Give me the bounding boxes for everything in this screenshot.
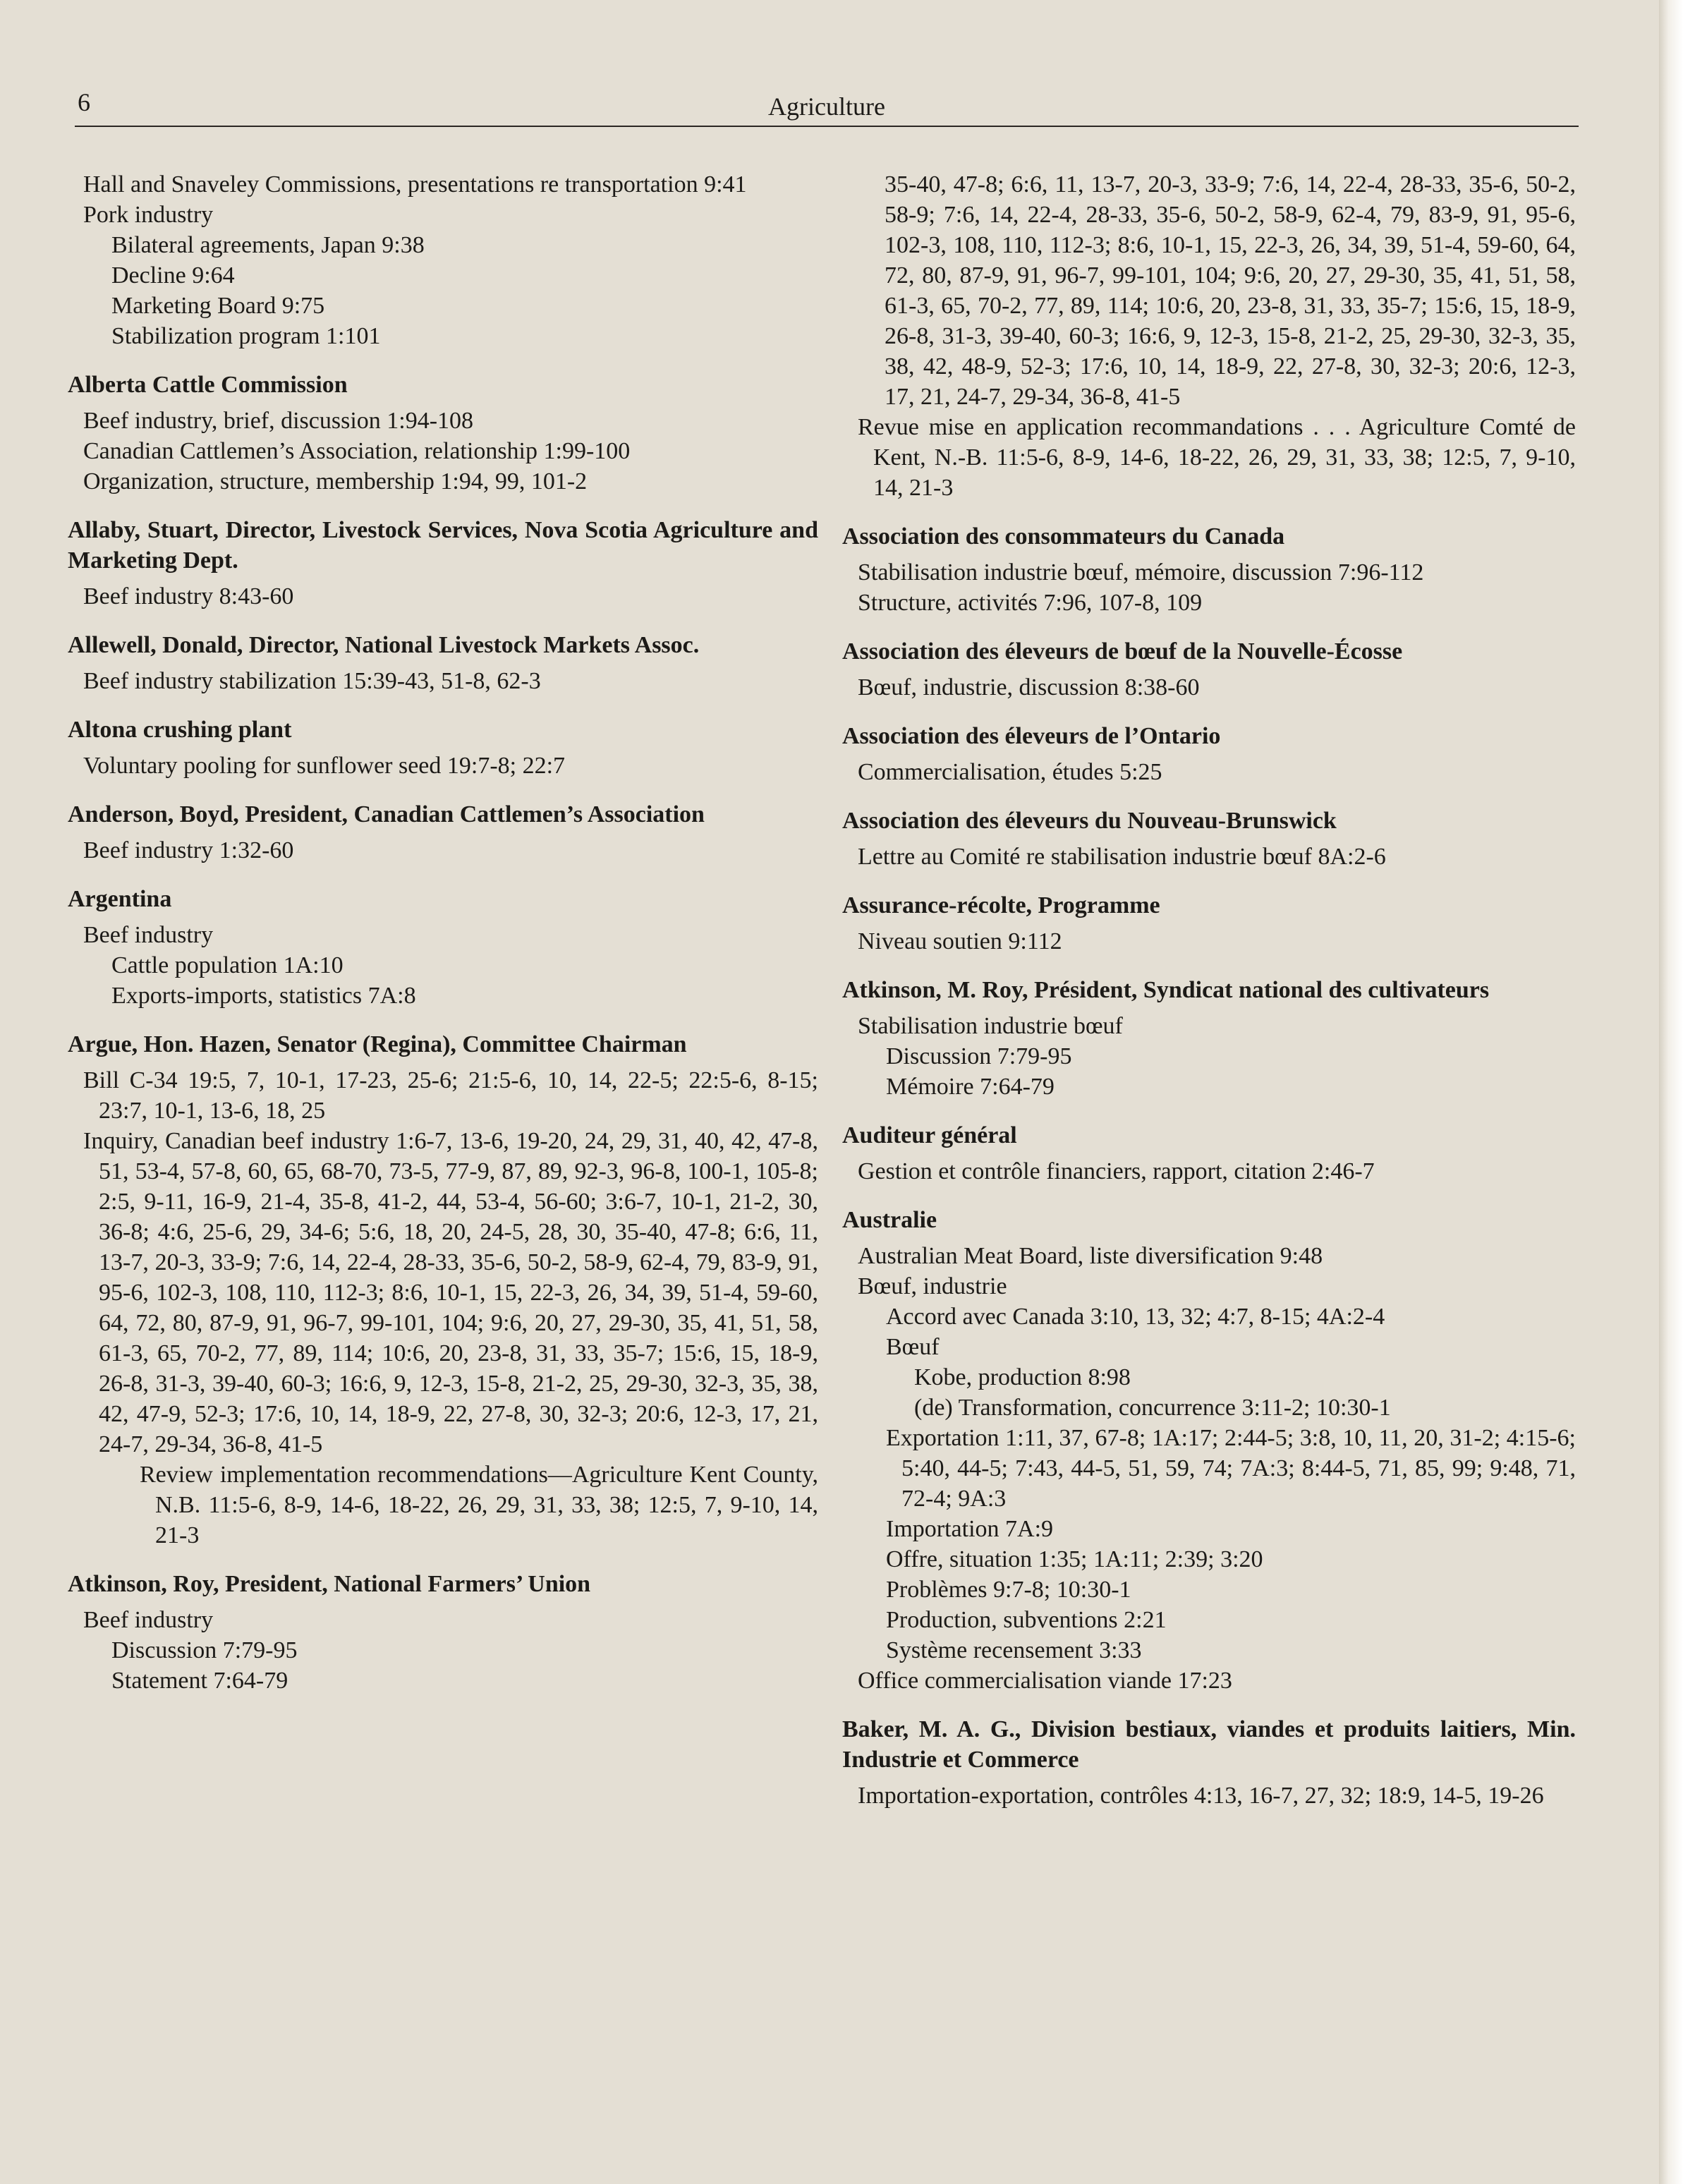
entry-heading: Allaby, Stuart, Director, Livestock Services, Nova Scotia Agriculture and Marketing Dept. (68, 517, 818, 574)
entry-heading: Assurance-récolte, Programme (842, 892, 1160, 918)
subentry-level-2: Statement 7:64-79 (111, 1668, 288, 1694)
subentry-level-2: Exportation 1:11, 37, 67-8; 1A:17; 2:44-5; 3:8, 10, 11, 20, 31-2; 4:15-6; 5:40, 44-5; 7:43, 44-5, 51, 59, 74; 7A:3; 8:44-5, 71, 85, 99; 9:48, 71, 72-4; 9A:3 (886, 1425, 1576, 1512)
subentry-level-1: Bill C-34 19:5, 7, 10-1, 17-23, 25-6; 21:5-6, 10, 14, 22-5; 22:5-6, 8-15; 23:7, 10-1, 13-6, 18, 25 (83, 1067, 818, 1124)
subentry-level-2: Mémoire 7:64-79 (886, 1074, 1055, 1100)
subentry-level-1: Revue mise en application recommandations . . . Agriculture Comté de Kent, N.-B. 11:5-6, 8-9, 14-6, 18-22, 26, 29, 31, 33, 38; 12:5, 7, 9-10, 14, 21-3 (858, 414, 1576, 501)
subentry-level-1: Beef industry (83, 922, 214, 948)
subentry-level-1: Organization, structure, membership 1:94, 99, 101-2 (83, 468, 588, 495)
index-entry (68, 884, 818, 1011)
subentry-level-1: Beef industry 1:32-60 (83, 837, 294, 863)
subentry-level-2: Bilateral agreements, Japan 9:38 (111, 232, 425, 258)
index-entry (842, 806, 1576, 872)
index-entry (842, 1120, 1576, 1187)
entry-heading: Anderson, Boyd, President, Canadian Cattlemen’s Association (68, 801, 705, 827)
entry-heading: Australie (842, 1207, 937, 1233)
subentry-level-2: Stabilization program 1:101 (111, 323, 381, 349)
subentry-level-2: Decline 9:64 (111, 262, 235, 289)
subentry-level-2: Système recensement 3:33 (886, 1637, 1142, 1663)
subentry-level-1: Office commercialisation viande 17:23 (858, 1668, 1232, 1694)
subentry-level-2: Discussion 7:79-95 (111, 1637, 298, 1663)
subentry-level-1: Pork industry (83, 202, 214, 228)
entry-heading: Alberta Cattle Commission (68, 372, 348, 398)
subentry-level-1: Hall and Snaveley Commissions, presentations re transportation 9:41 (83, 171, 747, 198)
subentry-level-2: Problèmes 9:7-8; 10:30-1 (886, 1577, 1131, 1603)
subentry-level-1: Australian Meat Board, liste diversification 9:48 (858, 1243, 1323, 1269)
subentry-level-2: Cattle population 1A:10 (111, 952, 344, 978)
section-title: Agriculture (768, 92, 885, 121)
subentry-level-1: Beef industry, brief, discussion 1:94-108 (83, 408, 474, 434)
subentry-level-1: Beef industry (83, 1607, 214, 1633)
page-edge (1659, 0, 1683, 2184)
index-entry (842, 636, 1576, 703)
index-entry (68, 799, 818, 866)
subentry-level-2: Production, subventions 2:21 (886, 1607, 1167, 1633)
entry-heading: Association des éleveurs de l’Ontario (842, 723, 1221, 749)
subentry-level-1: Importation-exportation, contrôles 4:13, 16-7, 27, 32; 18:9, 14-5, 19-26 (858, 1783, 1544, 1809)
entry-heading: Baker, M. A. G., Division bestiaux, viandes et produits laitiers, Min. Industrie et Commerce (842, 1716, 1576, 1773)
entry-heading: Association des consommateurs du Canada (842, 523, 1285, 550)
entry-heading: Association des éleveurs du Nouveau-Brunswick (842, 808, 1337, 834)
subentry-level-1: Bœuf, industrie, discussion 8:38-60 (858, 674, 1200, 700)
subentry-level-1: Gestion et contrôle financiers, rapport, citation 2:46-7 (858, 1158, 1375, 1184)
subentry-level-2: Exports-imports, statistics 7A:8 (111, 983, 416, 1009)
subentry-level-2: Bœuf (886, 1334, 940, 1360)
index-entry (842, 975, 1576, 1102)
entry-heading: Altona crushing plant (68, 717, 292, 743)
index-entry (842, 721, 1576, 787)
subentry-level-2: Discussion 7:79-95 (886, 1043, 1072, 1069)
continued-locators: 35-40, 47-8; 6:6, 11, 13-7, 20-3, 33-9; 7:6, 14, 22-4, 28-33, 35-6, 50-2, 58-9; 7:6, 14, 22-4, 28-33, 35-6, 50-2, 58-9, 62-4, 79, 83-9, 91, 95-6, 102-3, 108, 110, 112-3; 8:6, 10-1, 15, 22-3, 26, 34, 39, 51-4, 59-60, 64, 72, 80, 87-9, 91, 96-7, 99-101, 104; 9:6, 20, 27, 29-30, 35, 41, 51, 58, 61-3, 65, 70-2, 77, 89, 114; 10:6, 20, 23-8, 31, 33, 35-7; 15:6, 15, 18-9, 26-8, 31-3, 39-40, 60-3; 16:6, 9, 12-3, 15-8, 21-2, 25, 29-30, 32-3, 35, 38, 42, 48-9, 52-3; 17:6, 10, 14, 18-9, 22, 27-8, 30, 32-3; 20:6, 12-3, 17, 21, 24-7, 29-34, 36-8, 41-5 (885, 171, 1576, 410)
index-entry (842, 169, 1576, 503)
subentry-level-3: (de) Transformation, concurrence 3:11-2; 10:30-1 (914, 1395, 1391, 1421)
subentry-level-1: Bœuf, industrie (858, 1273, 1007, 1299)
entry-heading: Association des éleveurs de bœuf de la Nouvelle-Écosse (842, 638, 1403, 665)
index-entry (842, 1205, 1576, 1696)
index-entry (68, 515, 818, 612)
index-entry (68, 1569, 818, 1696)
entry-heading: Atkinson, Roy, President, National Farmers’ Union (68, 1571, 591, 1597)
subentry-level-1: Niveau soutien 9:112 (858, 928, 1062, 954)
subentry-level-1: Inquiry, Canadian beef industry 1:6-7, 13-6, 19-20, 24, 29, 31, 40, 42, 47-8, 51, 53-4, 57-8, 60, 65, 68-70, 73-5, 77-9, 87, 89, 92-3, 96-8, 100-1, 105-8; 2:5, 9-11, 16-9, 21-4, 35-8, 41-2, 44, 53-4, 56-60; 3:6-7, 10-1, 21-2, 30, 36-8; 4:6, 25-6, 29, 34-6; 5:6, 18, 20, 24-5, 28, 30, 35-40, 47-8; 6:6, 11, 13-7, 20-3, 33-9; 7:6, 14, 22-4, 28-33, 35-6, 50-2, 58-9, 62-4, 79, 83-9, 91, 95-6, 102-3, 108, 110, 112-3; 8:6, 10-1, 15, 22-3, 26, 34, 39, 51-4, 59-60, 64, 72, 80, 87-9, 91, 96-7, 99-101, 104; 9:6, 20, 27, 29-30, 35, 41, 51, 58, 61-3, 65, 70-2, 77, 89, 114; 10:6, 20, 23-8, 31, 33, 35-7; 15:6, 15, 18-9, 26-8, 31-3, 39-40, 60-3; 16:6, 9, 12-3, 15-8, 21-2, 25, 29-30, 32-3, 35, 38, 42, 47-9, 52-3; 17:6, 10, 14, 18-9, 22, 27-8, 30, 32-3; 20:6, 12-3, 17, 21, 24-7, 29-34, 36-8, 41-5 (83, 1128, 818, 1457)
subentry-level-2: Accord avec Canada 3:10, 13, 32; 4:7, 8-15; 4A:2-4 (886, 1304, 1385, 1330)
subentry-level-1: Beef industry stabilization 15:39-43, 51-8, 62-3 (83, 668, 541, 694)
entry-heading: Allewell, Donald, Director, National Livestock Markets Assoc. (68, 632, 700, 658)
entry-heading: Argue, Hon. Hazen, Senator (Regina), Committee Chairman (68, 1031, 687, 1057)
index-entry (68, 370, 818, 497)
left-column (68, 169, 818, 1714)
index-entry (68, 630, 818, 696)
subentry-level-2: Marketing Board 9:75 (111, 293, 325, 319)
page-header (75, 83, 1579, 127)
index-entry (68, 169, 818, 351)
entry-heading: Argentina (68, 886, 172, 912)
index-entry (842, 521, 1576, 618)
subentry-level-2: Offre, situation 1:35; 1A:11; 2:39; 3:20 (886, 1546, 1263, 1572)
index-entry (842, 1714, 1576, 1811)
index-entry (842, 890, 1576, 957)
subentry-level-1: Beef industry 8:43-60 (83, 583, 294, 609)
subentry-level-3: Kobe, production 8:98 (914, 1364, 1131, 1390)
page-number: 6 (78, 88, 90, 116)
index-entry (68, 1029, 818, 1551)
entry-heading: Auditeur général (842, 1122, 1017, 1148)
index-entry (68, 715, 818, 781)
subentry-level-3: Review implementation recommendations—Agriculture Kent County, N.B. 11:5-6, 8-9, 14-6, 18-22, 26, 29, 31, 33, 38; 12:5, 7, 9-10, 14, 21-3 (140, 1462, 818, 1548)
subentry-level-1: Lettre au Comité re stabilisation industrie bœuf 8A:2-6 (858, 844, 1386, 870)
entry-heading: Atkinson, M. Roy, Président, Syndicat national des cultivateurs (842, 977, 1490, 1003)
right-column (842, 169, 1576, 1829)
subentry-level-1: Commercialisation, études 5:25 (858, 759, 1162, 785)
subentry-level-1: Structure, activités 7:96, 107-8, 109 (858, 590, 1203, 616)
subentry-level-1: Stabilisation industrie bœuf, mémoire, discussion 7:96-112 (858, 559, 1424, 586)
subentry-level-1: Voluntary pooling for sunflower seed 19:7-8; 22:7 (83, 753, 566, 779)
subentry-level-1: Canadian Cattlemen’s Association, relationship 1:99-100 (83, 438, 631, 464)
subentry-level-1: Stabilisation industrie bœuf (858, 1013, 1123, 1039)
subentry-level-2: Importation 7A:9 (886, 1516, 1054, 1542)
